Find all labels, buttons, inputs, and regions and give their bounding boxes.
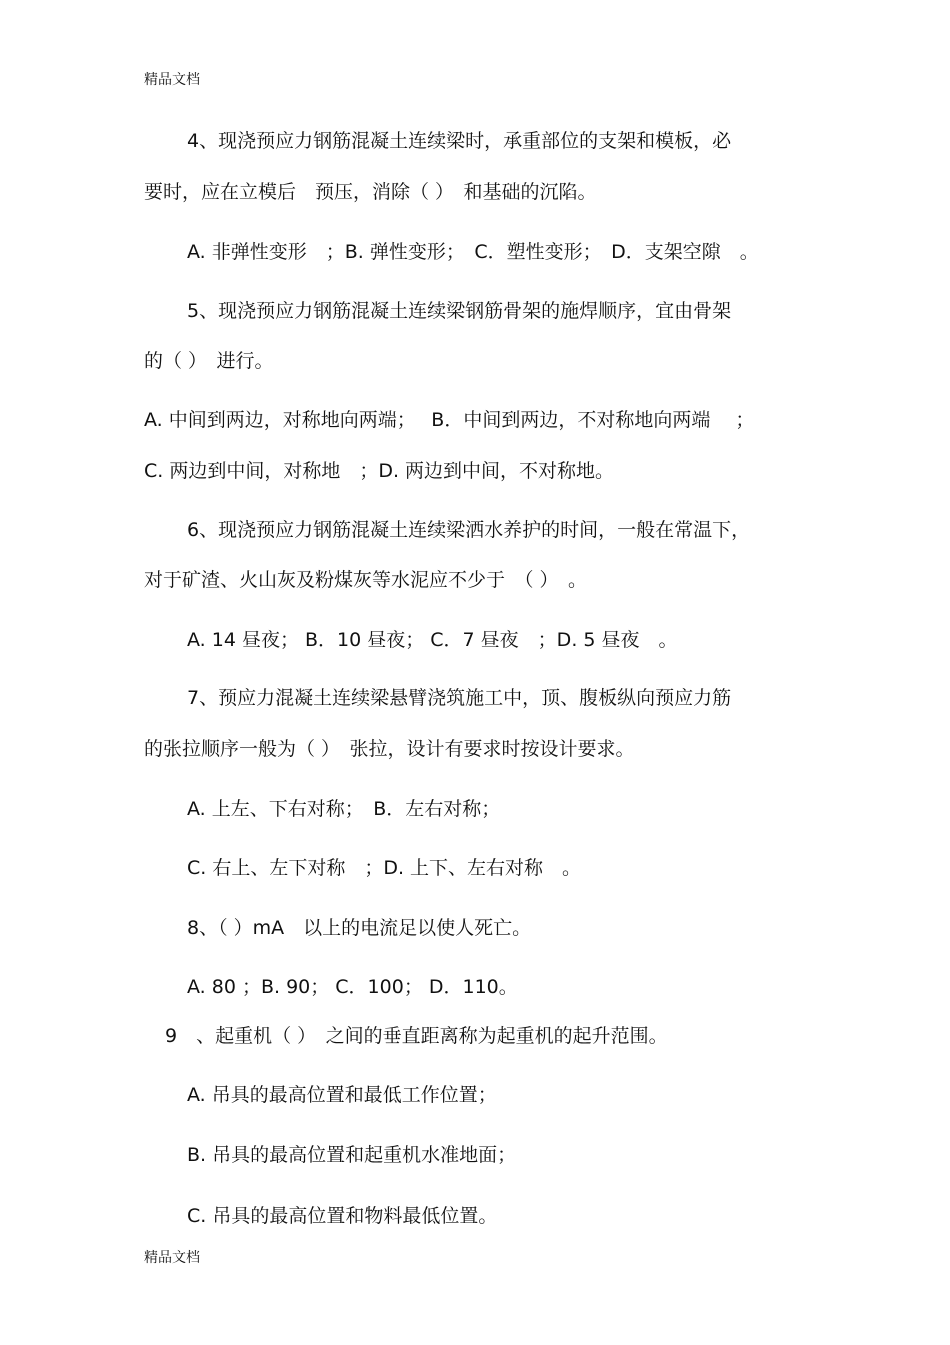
- question-5-options-1: A. 中间到两边，对称地向两端； B．中间到两边，不对称地向两端 ；: [144, 409, 755, 431]
- question-5-line-1: 5、现浇预应力钢筋混凝土连续梁钢筋骨架的施焊顺序，宜由骨架: [187, 300, 732, 322]
- question-5-line-2: 的（ ） 进行。: [144, 350, 274, 372]
- question-7-line-1: 7、预应力混凝土连续梁悬臂浇筑施工中，顶、腹板纵向预应力筋: [187, 687, 732, 709]
- question-9-option-b: B. 吊具的最高位置和起重机水准地面；: [187, 1144, 517, 1166]
- question-8-line-1: 8、（ ）mA 以上的电流足以使人死亡。: [187, 917, 532, 939]
- question-4-options: A. 非弹性变形 ；B. 弹性变形； C．塑性变形； D．支架空隙 。: [187, 241, 759, 263]
- question-6-line-2: 对于矿渣、火山灰及粉煤灰等水泥应不少于 （ ） 。: [144, 569, 588, 591]
- page-header-label: 精品文档: [144, 72, 200, 88]
- question-4-line-2: 要时，应在立模后 预压，消除（ ） 和基础的沉陷。: [144, 181, 597, 203]
- question-6-line-1: 6、现浇预应力钢筋混凝土连续梁洒水养护的时间，一般在常温下，: [187, 519, 751, 541]
- question-8-options: A. 80 ；B. 90； C．100； D．110。: [187, 976, 518, 998]
- question-7-options-1: A. 上左、下右对称； B．左右对称；: [187, 798, 501, 820]
- question-9-line-1: 9 、起重机（ ） 之间的垂直距离称为起重机的起升范围。: [165, 1025, 668, 1047]
- page-footer-label: 精品文档: [144, 1250, 200, 1266]
- question-4-line-1: 4、现浇预应力钢筋混凝土连续梁时，承重部位的支架和模板，必: [187, 130, 732, 152]
- question-6-options: A. 14 昼夜； B．10 昼夜； C．7 昼夜 ；D. 5 昼夜 。: [187, 629, 678, 651]
- question-7-options-2: C. 右上、左下对称 ；D. 上下、左右对称 。: [187, 857, 582, 879]
- question-5-options-2: C. 两边到中间，对称地 ；D. 两边到中间，不对称地。: [144, 460, 615, 482]
- question-9-option-c: C. 吊具的最高位置和物料最低位置。: [187, 1205, 498, 1227]
- question-9-option-a: A. 吊具的最高位置和最低工作位置；: [187, 1084, 497, 1106]
- question-7-line-2: 的张拉顺序一般为（ ） 张拉，设计有要求时按设计要求。: [144, 738, 635, 760]
